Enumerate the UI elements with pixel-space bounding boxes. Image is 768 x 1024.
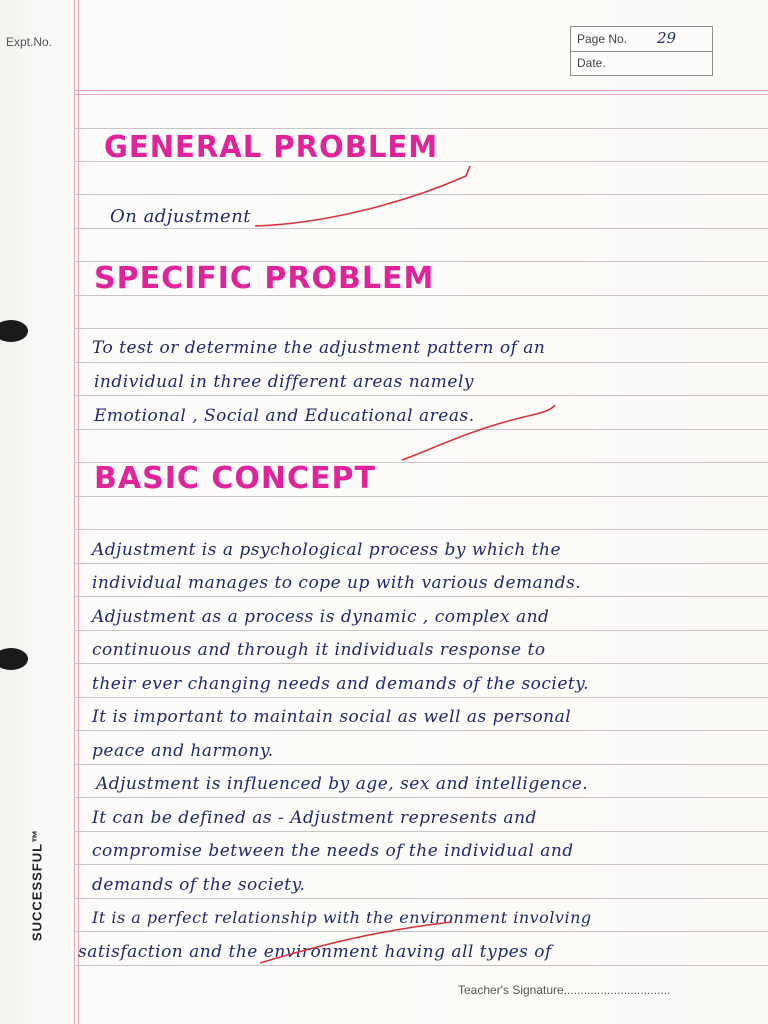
basic-line-12: It is a perfect relationship with the environment involving xyxy=(92,908,592,927)
binder-hole xyxy=(0,320,28,342)
margin-line-left xyxy=(74,0,75,1024)
brand-text: SUCCESSFUL™ xyxy=(29,828,45,942)
basic-line-9: It can be defined as - Adjustment represents and xyxy=(92,808,537,828)
general-problem-heading: GENERAL PROBLEM xyxy=(104,130,439,165)
rule-line xyxy=(74,194,768,195)
page-date-box xyxy=(570,26,713,76)
rule-line xyxy=(74,965,768,966)
basic-line-10: compromise between the needs of the individual and xyxy=(92,841,574,861)
rule-line xyxy=(74,630,768,631)
page-no-row xyxy=(571,27,712,52)
binder-hole xyxy=(0,648,28,670)
specific-line-3: Emotional , Social and Educational areas. xyxy=(94,406,475,426)
basic-line-13: satisfaction and the environment having all types of xyxy=(78,942,552,962)
rule-line xyxy=(74,730,768,731)
rule-line xyxy=(74,328,768,329)
page-no-label: Page No. xyxy=(577,32,628,46)
rule-line xyxy=(74,697,768,698)
basic-line-11: demands of the society. xyxy=(92,875,306,895)
rule-line xyxy=(74,395,768,396)
teacher-signature-label: Teacher's Signature................................ xyxy=(458,983,671,997)
rule-line xyxy=(74,496,768,497)
top-rule xyxy=(74,90,768,91)
rule-line xyxy=(74,663,768,664)
specific-line-2: individual in three different areas namely xyxy=(94,372,475,392)
brand-logo xyxy=(20,830,54,940)
top-rule-2 xyxy=(74,94,768,95)
expt-no-label: Expt.No. xyxy=(6,35,53,49)
date-row xyxy=(571,51,712,75)
specific-problem-heading: SPECIFIC PROBLEM xyxy=(94,261,435,296)
basic-line-3: Adjustment as a process is dynamic , complex and xyxy=(92,607,550,627)
rule-line xyxy=(74,898,768,899)
rule-line xyxy=(74,529,768,530)
margin-line-left-2 xyxy=(78,0,79,1024)
rule-line xyxy=(74,362,768,363)
basic-concept-heading: BASIC CONCEPT xyxy=(94,461,376,496)
basic-line-5: their ever changing needs and demands of the society. xyxy=(92,674,590,694)
rule-line xyxy=(74,797,768,798)
basic-line-1: Adjustment is a psychological process by which the xyxy=(92,540,562,560)
basic-line-2: individual manages to cope up with various demands. xyxy=(92,573,582,593)
rule-line xyxy=(74,864,768,865)
tick-mark xyxy=(255,166,470,226)
rule-line xyxy=(74,931,768,932)
specific-line-1: To test or determine the adjustment pattern of an xyxy=(92,338,546,358)
basic-line-6: It is important to maintain social as well as personal xyxy=(92,707,572,727)
rule-line xyxy=(74,596,768,597)
rule-line xyxy=(74,764,768,765)
date-label: Date. xyxy=(577,56,606,70)
basic-line-8: Adjustment is influenced by age, sex and intelligence. xyxy=(96,774,589,794)
rule-line xyxy=(74,563,768,564)
rule-line xyxy=(74,429,768,430)
rule-line xyxy=(74,128,768,129)
basic-line-4: continuous and through it individuals response to xyxy=(92,640,546,660)
page-number: 29 xyxy=(657,29,677,47)
general-problem-text: On adjustment xyxy=(110,206,252,227)
rule-line xyxy=(74,831,768,832)
rule-line xyxy=(74,228,768,229)
basic-line-7: peace and harmony. xyxy=(92,741,274,761)
